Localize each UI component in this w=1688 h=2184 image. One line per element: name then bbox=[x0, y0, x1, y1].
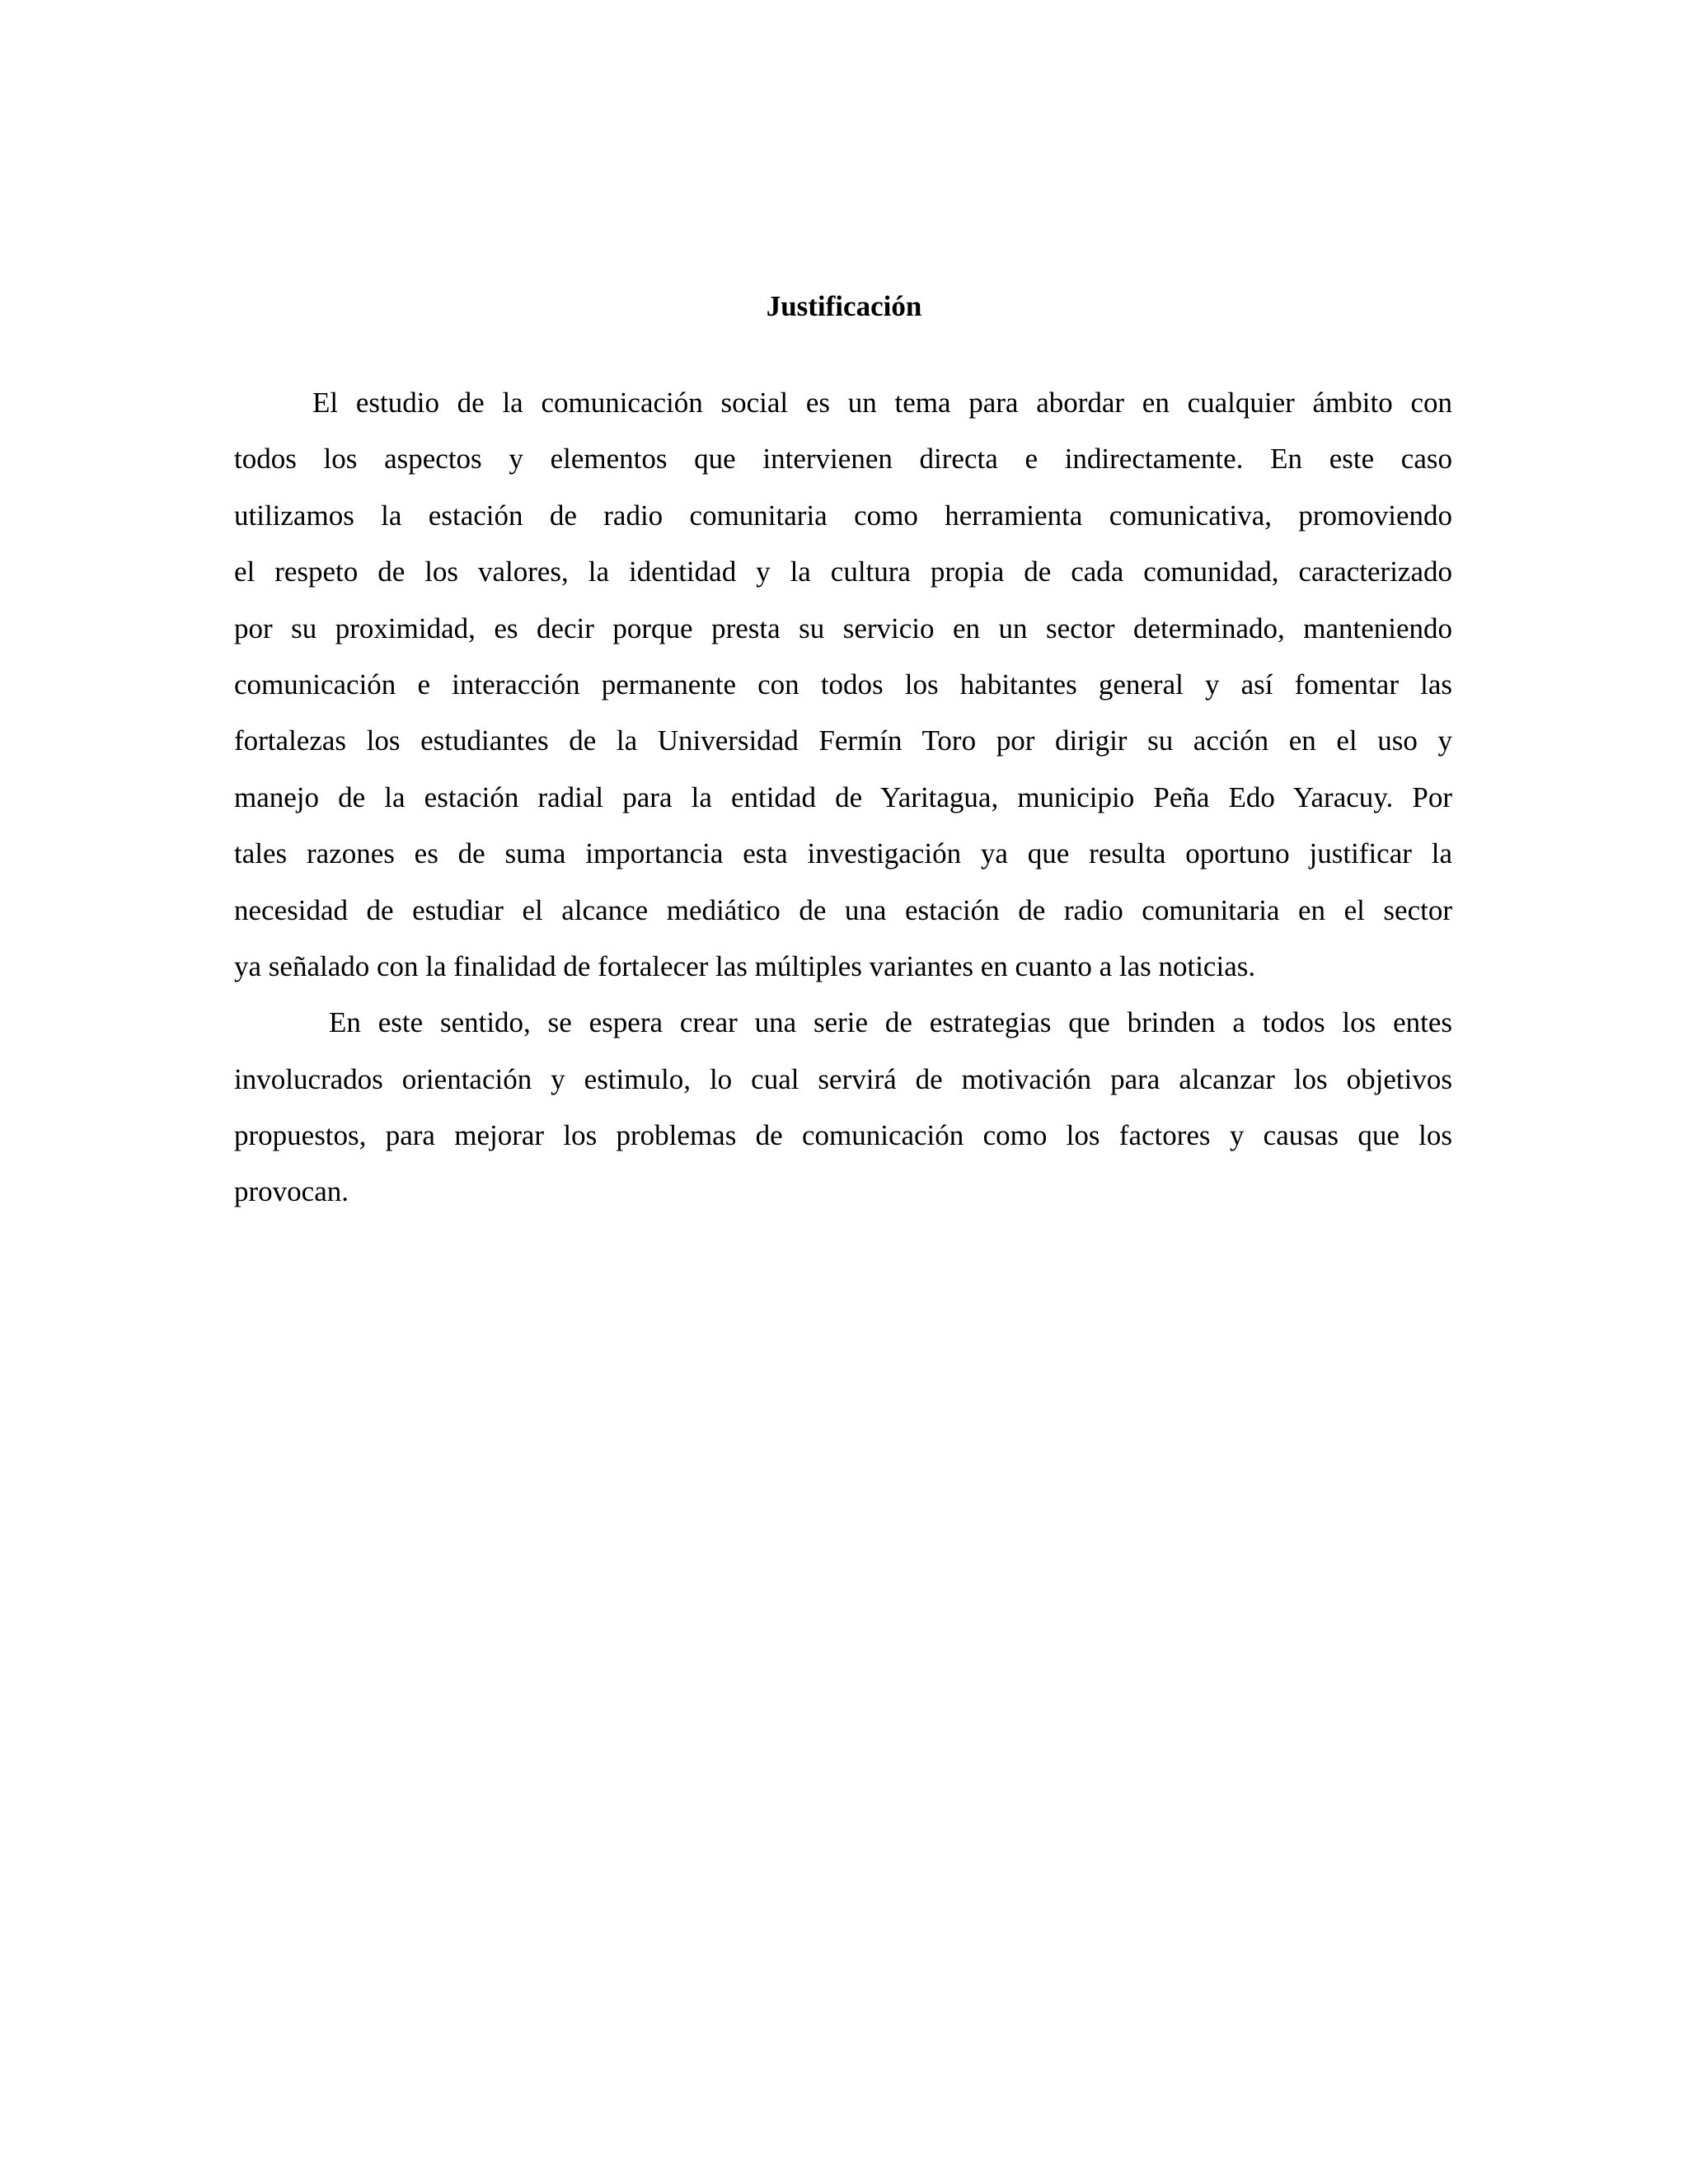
text-line: necesidad de estudiar el alcance mediático de una estación de radio comunitaria en el sector bbox=[234, 893, 1452, 926]
text-line: utilizamos la estación de radio comunitaria como herramienta comunicativa, promoviendo bbox=[234, 499, 1452, 532]
text-line: ya señalado con la finalidad de fortalecer las múltiples variantes en cuanto a las noticias. bbox=[234, 949, 1256, 982]
text-line: En este sentido, se espera crear una serie de estrategias que brinden a todos los entes bbox=[329, 1006, 1452, 1039]
text-line: propuestos, para mejorar los problemas de comunicación como los factores y causas que los bbox=[234, 1119, 1452, 1152]
paragraph-1 bbox=[234, 375, 1452, 995]
page-title: Justificación bbox=[766, 290, 922, 322]
text-line: provocan. bbox=[234, 1175, 349, 1208]
text-line: comunicación e interacción permanente con todos los habitantes general y así fomentar las bbox=[234, 668, 1452, 701]
text-line: fortalezas los estudiantes de la Universidad Fermín Toro por dirigir su acción en el uso y bbox=[234, 724, 1452, 757]
text-line: tales razones es de suma importancia esta investigación ya que resulta oportuno justificar la bbox=[234, 837, 1452, 870]
text-line: involucrados orientación y estimulo, lo cual servirá de motivación para alcanzar los objetivos bbox=[234, 1062, 1452, 1095]
text-line: manejo de la estación radial para la entidad de Yaritagua, municipio Peña Edo Yaracuy. Por bbox=[234, 780, 1452, 813]
paragraph-2 bbox=[234, 995, 1452, 1221]
text-line: por su proximidad, es decir porque presta su servicio en un sector determinado, manteniendo bbox=[234, 612, 1452, 644]
text-line: El estudio de la comunicación social es un tema para abordar en cualquier ámbito con bbox=[312, 387, 1452, 419]
document-body bbox=[234, 375, 1452, 1221]
text-line: el respeto de los valores, la identidad y la cultura propia de cada comunidad, caracterizado bbox=[234, 555, 1452, 588]
text-line: todos los aspectos y elementos que intervienen directa e indirectamente. En este caso bbox=[234, 443, 1452, 476]
